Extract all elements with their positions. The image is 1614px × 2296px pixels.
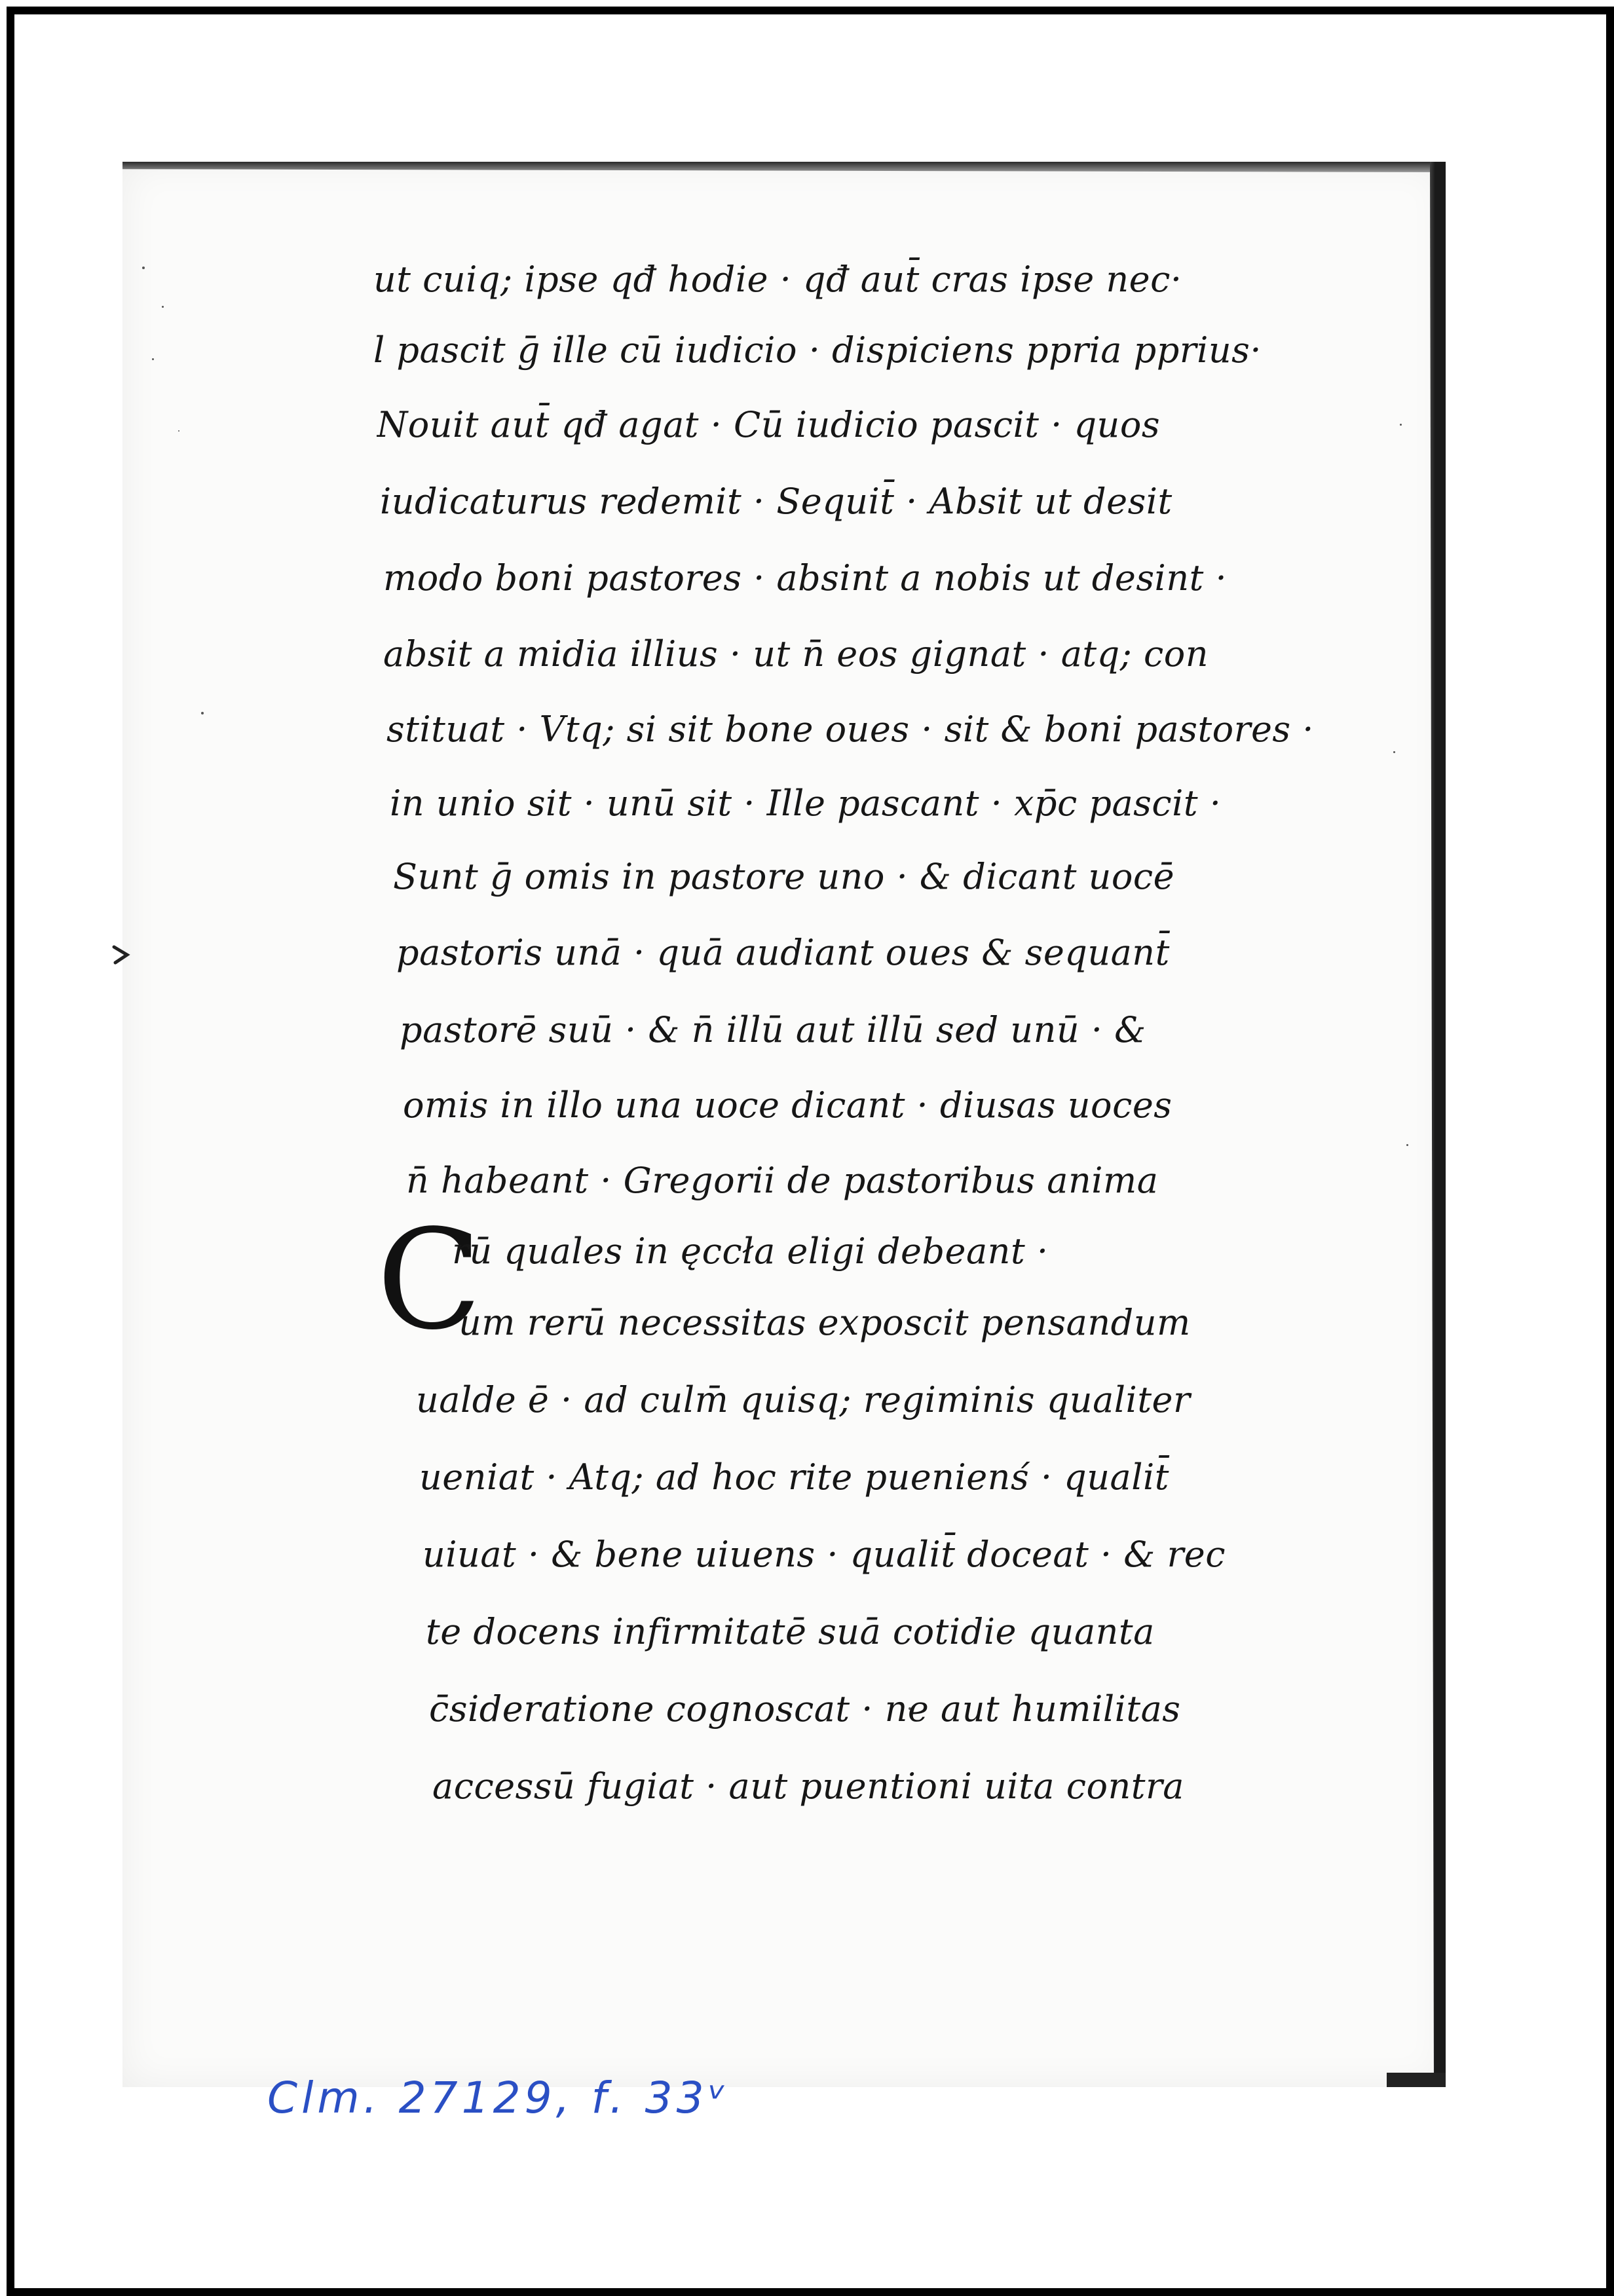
text-line: pastoris unā · quā audiant oues & sequant̄ — [396, 932, 1170, 973]
photo-corner-shadow — [1387, 2073, 1446, 2087]
photo-top-edge — [122, 162, 1446, 172]
margin-arrow-mark — [111, 943, 131, 969]
text-line: stituat · Vtq; si sit bone oues · sit & boni pastores · — [386, 709, 1314, 750]
text-line: modo boni pastores · absint a nobis ut desint · — [383, 557, 1228, 599]
speckle — [178, 430, 179, 432]
speckle — [152, 358, 154, 360]
speckle — [1393, 751, 1395, 753]
manuscript-text — [269, 246, 1330, 1825]
text-line: l pascit ḡ ille cū iudicio · dispiciens ppria pprius· — [373, 329, 1262, 371]
text-line: Nouit aut̄ qđ agat · Cū iudicio pascit · quos — [377, 404, 1161, 445]
text-line: Sunt ḡ omis in pastore uno · & dicant uocē — [393, 856, 1175, 897]
photo-right-edge — [1419, 162, 1446, 2087]
text-line: absit a midia illius · ut n̄ eos gignat · atq; con — [383, 633, 1209, 675]
text-line: rū quales in ęccła eligi debeant · — [452, 1231, 1049, 1272]
text-line: uiuat · & bene uiuens · qualit̄ doceat · & rec — [422, 1534, 1226, 1575]
text-line: pastorē suū · & n̄ illū aut illū sed unū · & — [400, 1009, 1146, 1050]
text-line: n̄ habeant · Gregorii de pastoribus anima — [406, 1160, 1159, 1201]
text-line: ualde ē · ad culm̄ quisq; regiminis qualiter — [416, 1379, 1191, 1420]
text-line: um rerū necessitas exposcit pensandum — [459, 1302, 1191, 1343]
initial-letter: C — [377, 1200, 482, 1360]
text-line: iudicaturus redemit · Sequit̄ · Absit ut desit — [380, 481, 1173, 522]
text-line: accessū fugiat · aut puentioni uita contra — [432, 1766, 1184, 1807]
text-line: ueniat · Atq; ad hoc rite puenienś · qualit̄ — [419, 1456, 1169, 1498]
text-line: c̄sideratione cognoscat · ne aut humilitas — [429, 1688, 1181, 1730]
speckle — [162, 306, 164, 308]
shelfmark-annotation: Clm. 27129, f. 33ᵛ — [267, 2073, 730, 2123]
text-line: te docens infirmitatē suā cotidie quanta — [426, 1611, 1155, 1652]
text-line: in unio sit · unū sit · Ille pascant · xp̄c pascit · — [390, 783, 1222, 824]
text-line: ut cuiq; ipse qđ hodie · qđ aut̄ cras ipse nec· — [373, 259, 1182, 300]
speckle — [1400, 424, 1402, 426]
text-line: omis in illo una uoce dicant · diusas uoces — [403, 1084, 1173, 1126]
speckle — [142, 267, 145, 269]
speckle — [1406, 1144, 1408, 1146]
speckle — [201, 712, 204, 714]
